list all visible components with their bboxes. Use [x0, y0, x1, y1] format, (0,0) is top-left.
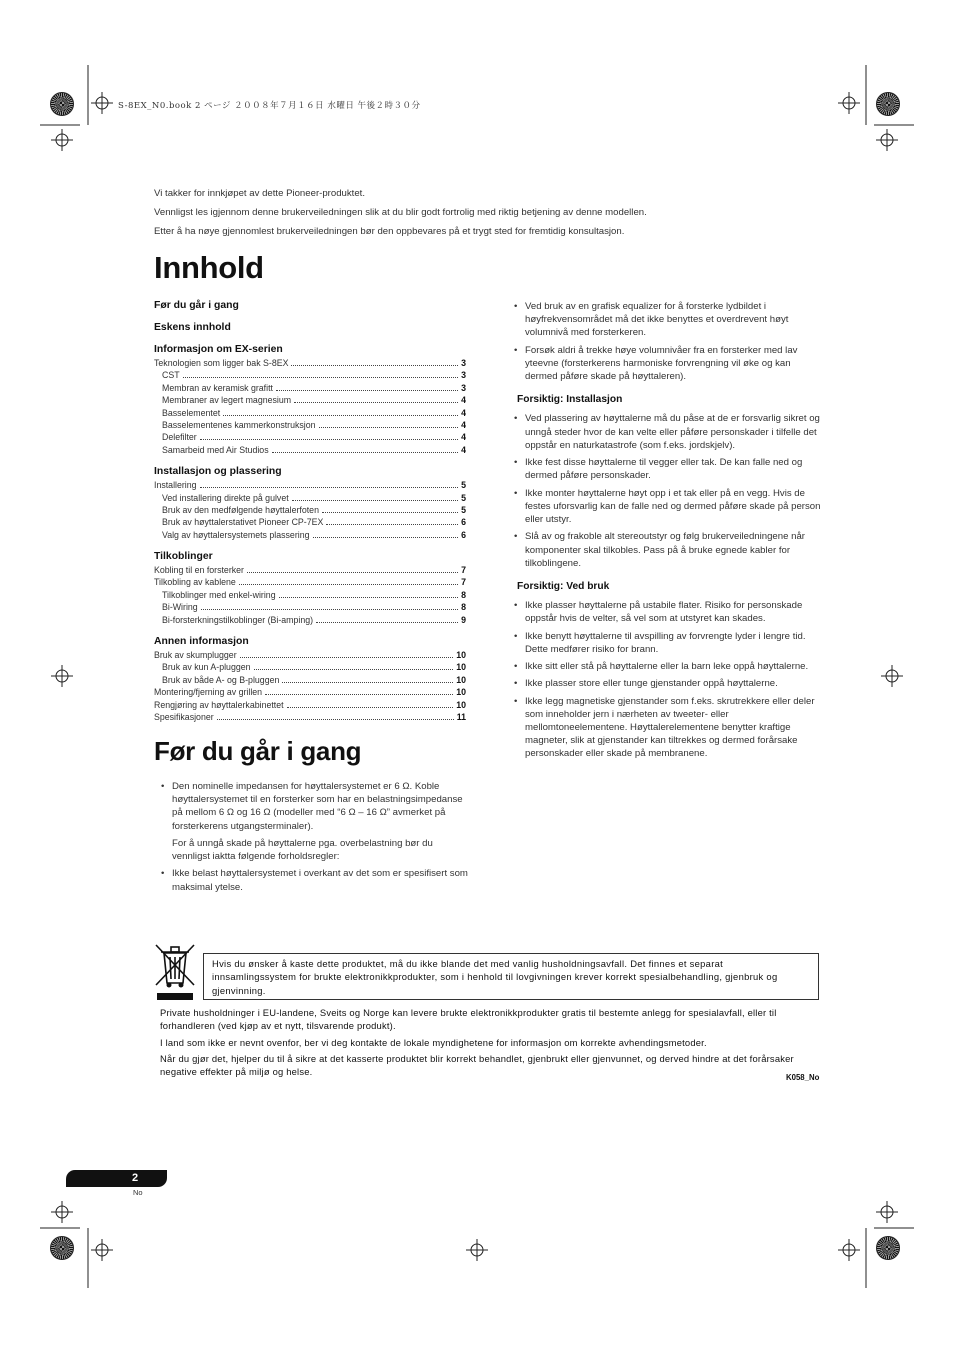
toc-leader-dots	[287, 707, 454, 708]
toc-leader-dots	[240, 657, 454, 658]
toc-leader-dots	[183, 377, 458, 378]
caution-heading-use: Forsiktig: Ved bruk	[517, 581, 610, 593]
bullet-item: • Ikke sitt eller stå på høyttalerne eller la barn leke oppå høyttalerne.	[513, 660, 823, 673]
toc-entry-title: Bruk av kun A-pluggen	[162, 662, 251, 673]
toc-entries	[154, 480, 466, 542]
intro-text	[154, 188, 774, 245]
toc-page-number: 3	[461, 382, 466, 393]
toc-entry[interactable]	[154, 662, 466, 674]
weee-crossed-bin-icon	[154, 941, 196, 1001]
recycling-paragraph: I land som ikke er nevnt ovenfor, ber vi deg kontakte de lokale myndighetene for informasjon om korrekte avhendingsmetoder.	[160, 1036, 707, 1048]
intro-paragraph: Vi takker for innkjøpet av dette Pioneer-produktet.	[154, 188, 365, 199]
recycling-notice-box: Hvis du ønsker å kaste dette produktet, må du ikke blande det med vanlig husholdningsavfall. Det finnes et separat innsamlingssystem for brukte elektronikkprodukter, som i henhold til lovgivningen krever korrekt spesialbehandling, gjenbruk og gjenvinning.	[203, 953, 819, 1000]
bullet-item: • Ikke belast høyttalersystemet i overkant av det som er spesifisert som maksimal ytelse.	[160, 867, 470, 893]
toc-leader-dots	[247, 572, 458, 573]
toc-entry-title: Bruk av både A- og B-pluggen	[162, 674, 280, 685]
toc-entry[interactable]	[154, 577, 466, 589]
toc-entry-title: Membran av keramisk grafitt	[162, 382, 273, 393]
toc-entry[interactable]	[154, 565, 466, 577]
toc-page-number: 8	[461, 589, 466, 600]
bullet-item: • Ikke monter høyttalerne høyt opp i et tak eller på en vegg. Hvis de festes uforsvarlig kan de falle ned og dermed påføre skade på person eller utstyr.	[513, 487, 823, 527]
toc-page-number: 3	[461, 370, 466, 381]
toc-entry-title: Delefilter	[162, 432, 197, 443]
toc-leader-dots	[292, 500, 458, 501]
toc-section-heading[interactable]: Før du går i gang	[154, 300, 239, 311]
toc-leader-dots	[265, 694, 453, 695]
toc-entry-title: Bruk av skumplugger	[154, 650, 237, 661]
toc-entry-title: Montering/fjerning av grillen	[154, 687, 263, 698]
toc-entry-title: Bruk av høyttalerstativet Pioneer CP-7EX	[162, 517, 324, 528]
toc-leader-dots	[201, 609, 458, 610]
toc-entry-title: Bi-forsterkningstilkoblinger (Bi-amping)	[162, 614, 314, 625]
toc-entry[interactable]	[154, 370, 466, 382]
toc-leader-dots	[326, 524, 458, 525]
toc-leader-dots	[223, 415, 458, 416]
toc-entry[interactable]	[154, 517, 466, 529]
toc-leader-dots	[200, 439, 458, 440]
toc-entry[interactable]	[154, 493, 466, 505]
toc-leader-dots	[291, 365, 458, 366]
toc-entry[interactable]	[154, 602, 466, 614]
bullet-item: • Ikke fest disse høyttalerne til vegger eller tak. De kan falle ned og dermed påføre personskader.	[513, 456, 823, 482]
toc-page-number: 6	[461, 517, 466, 528]
caution-heading-installation: Forsiktig: Installasjon	[517, 394, 623, 406]
toc-leader-dots	[282, 682, 453, 683]
toc-entry[interactable]	[154, 358, 466, 370]
toc-entry-title: Spesifikasjoner	[154, 711, 214, 722]
toc-entry-title: Samarbeid med Air Studios	[162, 444, 269, 455]
toc-page-number: 4	[461, 395, 466, 406]
toc-entry-title: Tilkobling av kablene	[154, 577, 236, 588]
toc-entry-title: Tilkoblinger med enkel-wiring	[162, 589, 276, 600]
toc-section-heading[interactable]: Annen informasjon	[154, 636, 249, 648]
intro-paragraph: Vennligst les igjennom denne brukerveiledningen slik at du blir godt fortrolig med riktig betjening av denne modellen.	[154, 206, 647, 218]
toc-leader-dots	[279, 597, 459, 598]
toc-entry-title: Valg av høyttalersystemets plassering	[162, 529, 310, 540]
bullet-item: • Ikke plasser store eller tunge gjenstander oppå høyttalerne.	[513, 677, 823, 690]
toc-page-number: 3	[461, 358, 466, 368]
toc-leader-dots	[254, 669, 454, 670]
bullet-item: • Forsøk aldri å trekke høye volumnivåer fra en forsterker med lav yteevne (forsterkerens harmoniske forvrengning vil øke og kan dermed påføre skade på høyttaleren).	[513, 344, 823, 384]
toc-entry-title: Kobling til en forsterker	[154, 565, 244, 576]
toc-leader-dots	[272, 452, 459, 453]
toc-entry[interactable]	[154, 590, 466, 602]
toc-leader-dots	[239, 584, 458, 585]
toc-leader-dots	[322, 512, 458, 513]
toc-entry[interactable]	[154, 712, 466, 724]
toc-leader-dots	[276, 390, 458, 391]
toc-entry-title: Basselementenes kammerkonstruksjon	[162, 419, 316, 430]
toc-page-number: 9	[461, 614, 466, 625]
toc-leader-dots	[217, 719, 454, 720]
before-you-start-heading: Før du går i gang	[154, 736, 362, 766]
toc-entry[interactable]	[154, 420, 466, 432]
toc-page-number: 5	[461, 480, 466, 491]
toc-entry[interactable]	[154, 687, 466, 699]
toc-page-number: 4	[461, 407, 466, 418]
toc-entry-title: Ved installering direkte på gulvet	[162, 492, 289, 503]
table-of-contents	[154, 300, 466, 724]
toc-entry[interactable]	[154, 505, 466, 517]
toc-leader-dots	[319, 427, 459, 428]
toc-entries	[154, 650, 466, 724]
bullet-item: • Ikke benytt høyttalerne til avspilling av forvrengte lyder i lengre tid. Dette medfører risiko for brann.	[513, 630, 823, 656]
toc-page-number: 10	[456, 650, 466, 661]
bullet-item: • Slå av og frakoble alt stereoutstyr og følg brukerveiledningene når komponenter skal tilkobles. Pass på å bruke egnede kabler for tilkoblingene.	[513, 530, 823, 570]
toc-section-heading[interactable]: Informasjon om EX-serien	[154, 344, 283, 355]
toc-section-heading[interactable]: Tilkoblinger	[154, 551, 213, 563]
toc-page-number: 7	[461, 565, 466, 576]
toc-entry-title: Bruk av den medfølgende høyttalerfoten	[162, 504, 319, 515]
toc-entry[interactable]	[154, 480, 466, 492]
toc-entry[interactable]	[154, 615, 466, 627]
toc-entry[interactable]	[154, 432, 466, 444]
bullet-item: • Den nominelle impedansen for høyttalersystemet er 6 Ω. Koble høyttalersystemet til en forsterker som har en belastningsimpedanse på mellom 6 Ω og 16 Ω (modeller med “6 Ω – 16 Ω” avmerket på forsterkerens utgangsterminaler).	[160, 780, 470, 833]
print-header-line: S-8EX_N0.book 2 ページ ２００８年７月１６日 水曜日 午後２時３０分	[118, 101, 421, 111]
toc-page-number: 6	[461, 529, 466, 540]
toc-leader-dots	[313, 537, 459, 538]
contents-heading: Innhold	[154, 250, 264, 285]
bullet-item: • Ved bruk av en grafisk equalizer for å forsterke lydbildet i høyfrekvensområdet må det ikke benyttes et overdrevent høyt volumnivå med forsterkeren.	[513, 300, 823, 340]
recycling-paragraph: Private husholdninger i EU-landene, Sveits og Norge kan levere brukte elektronikkprodukter gratis til bestemte anlegg for spesialavfall, eller til forhandleren (ved kjøp av et nytt, tilsvarende produkt).	[160, 1007, 777, 1032]
toc-section-heading[interactable]: Eskens innhold	[154, 322, 231, 333]
right-column-body	[513, 300, 823, 765]
intro-paragraph: Etter å ha nøye gjennomlest brukerveiledningen bør den oppbevares på et trygt sted for fremtidig konsultasjon.	[154, 225, 625, 237]
toc-leader-dots	[200, 487, 459, 488]
toc-page-number: 10	[456, 699, 466, 710]
page-number: 2	[132, 1172, 139, 1184]
toc-entry-title: Teknologien som ligger bak S-8EX	[154, 358, 289, 368]
toc-entry-title: Membraner av legert magnesium	[162, 395, 292, 406]
toc-leader-dots	[316, 622, 458, 623]
toc-page-number: 8	[461, 602, 466, 613]
toc-page-number: 5	[461, 492, 466, 503]
left-column-body	[160, 780, 470, 898]
toc-entry-title: Rengjøring av høyttalerkabinettet	[154, 699, 284, 710]
toc-page-number: 10	[456, 687, 466, 698]
toc-entry[interactable]	[154, 530, 466, 542]
toc-page-number: 4	[461, 432, 466, 443]
toc-section-heading[interactable]: Installasjon og plassering	[154, 466, 282, 478]
toc-entry-title: CST	[162, 370, 180, 381]
toc-page-number: 7	[461, 577, 466, 588]
toc-entry-title: Bi-Wiring	[162, 602, 198, 613]
recycling-text	[160, 1006, 820, 1082]
toc-leader-dots	[294, 402, 458, 403]
language-code: No	[133, 1188, 143, 1197]
toc-entries	[154, 565, 466, 627]
page-number-tab	[66, 1170, 167, 1187]
toc-page-number: 10	[456, 674, 466, 685]
toc-entry-title: Installering	[154, 480, 197, 491]
toc-page-number: 4	[461, 444, 466, 455]
toc-page-number: 5	[461, 504, 466, 515]
toc-entry[interactable]	[154, 383, 466, 395]
bullet-item: • Ikke legg magnetiske gjenstander som f.eks. skrutrekkere eller deler som inneholder jern i nærheten av tweeter- eller mellomtoneelementene. Høyttalerelementene benytter kraftige magneter, slik at gjenstander kan tiltrekkes og dermed forårsake personskader eller skade på membranene.	[513, 695, 823, 761]
toc-entry-title: Basselementet	[162, 407, 221, 418]
toc-page-number: 4	[461, 419, 466, 430]
toc-page-number: 11	[456, 711, 466, 722]
toc-entry[interactable]	[154, 650, 466, 662]
bullet-item: • Ved plassering av høyttalerne må du påse at de er forsvarlig sikret og unngå steder hvor de kan velte eller påføre personskader i tilfelle det oppstår en naturkatastrofe (som f.eks. jordskjelv).	[513, 412, 823, 452]
toc-entry[interactable]	[154, 700, 466, 712]
toc-entry[interactable]	[154, 445, 466, 457]
toc-page-number: 10	[456, 662, 466, 673]
toc-entry[interactable]	[154, 675, 466, 687]
toc-entry[interactable]	[154, 395, 466, 407]
bullet-item: • Ikke plasser høyttalerne på ustabile flater. Risiko for personskade oppstår hvis de velter, så vel som at utstyret kan skades.	[513, 599, 823, 625]
recycling-paragraph: Når du gjør det, hjelper du til å sikre at det kasserte produktet blir korrekt behandlet, gjenbrukt eller gjenvunnet, og derved hindre at det forårsaker negative effekter på miljø og helse.	[160, 1053, 794, 1078]
toc-entries	[154, 358, 466, 457]
toc-entry[interactable]	[154, 408, 466, 420]
body-paragraph: For å unngå skade på høyttalerne pga. overbelastning bør du vennligst iaktta følgende forholdsregler:	[172, 837, 433, 863]
notice-code: K058_No	[786, 1073, 820, 1082]
